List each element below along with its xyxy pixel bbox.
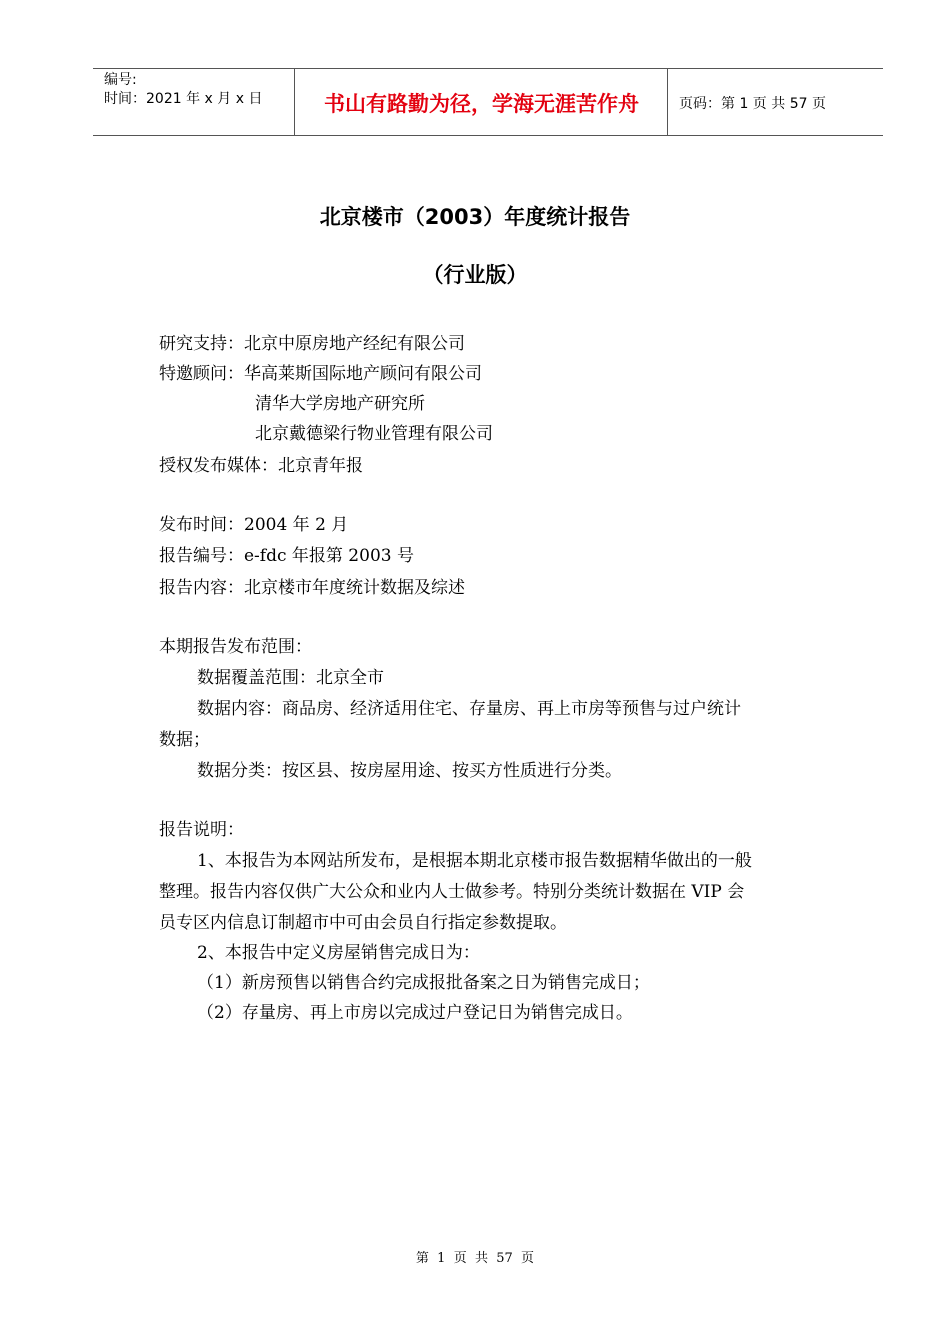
header-divider-left <box>294 69 295 136</box>
header-time-label: 时间：2021 年 x 月 x 日 <box>104 91 263 107</box>
notes-heading: 报告说明： <box>159 820 244 840</box>
header-meta <box>104 71 289 109</box>
credit-media: 授权发布媒体：北京青年报 <box>159 456 363 476</box>
credit-research: 研究支持：北京中原房地产经纪有限公司 <box>159 334 465 354</box>
credit-advisor-2: 清华大学房地产研究所 <box>255 394 425 414</box>
footer-page-number: 第 1 页 共 57 页 <box>415 1251 535 1266</box>
notes-item1-line2: 整理。报告内容仅供广大公众和业内人士做参考。特别分类统计数据在 VIP 会 <box>159 882 745 902</box>
release-content: 报告内容：北京楼市年度统计数据及综述 <box>159 578 465 598</box>
notes-item1-line3: 员专区内信息订制超市中可由会员自行指定参数提取。 <box>159 913 567 933</box>
header-number-label: 编号: <box>104 72 137 88</box>
scope-classification: 数据分类：按区县、按房屋用途、按买方性质进行分类。 <box>197 761 622 781</box>
release-time: 发布时间：2004 年 2 月 <box>159 515 349 535</box>
header-page-label: 页码：第 1 页 共 57 页 <box>679 96 826 112</box>
scope-coverage: 数据覆盖范围：北京全市 <box>197 668 384 688</box>
scope-content-line1: 数据内容：商品房、经济适用住宅、存量房、再上市房等预售与过户统计 <box>197 699 741 719</box>
notes-item1-line1: 1、本报告为本网站所发布，是根据本期北京楼市报告数据精华做出的一般 <box>197 851 752 871</box>
credit-advisor-1: 特邀顾问：华高莱斯国际地产顾问有限公司 <box>159 364 482 384</box>
notes-item2-sub1: （1）新房预售以销售合约完成报批备案之日为销售完成日； <box>197 973 650 993</box>
header-divider-right <box>667 69 668 136</box>
scope-heading: 本期报告发布范围： <box>159 637 312 657</box>
document-title: 北京楼市（2003）年度统计报告 <box>319 205 631 229</box>
notes-item2-sub2: （2）存量房、再上市房以完成过户登记日为销售完成日。 <box>197 1003 633 1023</box>
release-number: 报告编号：e-fdc 年报第 2003 号 <box>159 546 414 566</box>
notes-item2: 2、本报告中定义房屋销售完成日为： <box>197 943 480 963</box>
credit-advisor-3: 北京戴德梁行物业管理有限公司 <box>255 424 493 444</box>
scope-content-line2: 数据； <box>159 730 210 750</box>
document-subtitle: （行业版） <box>422 263 528 287</box>
header-motto: 书山有路勤为径，学海无涯苦作舟 <box>324 91 639 116</box>
